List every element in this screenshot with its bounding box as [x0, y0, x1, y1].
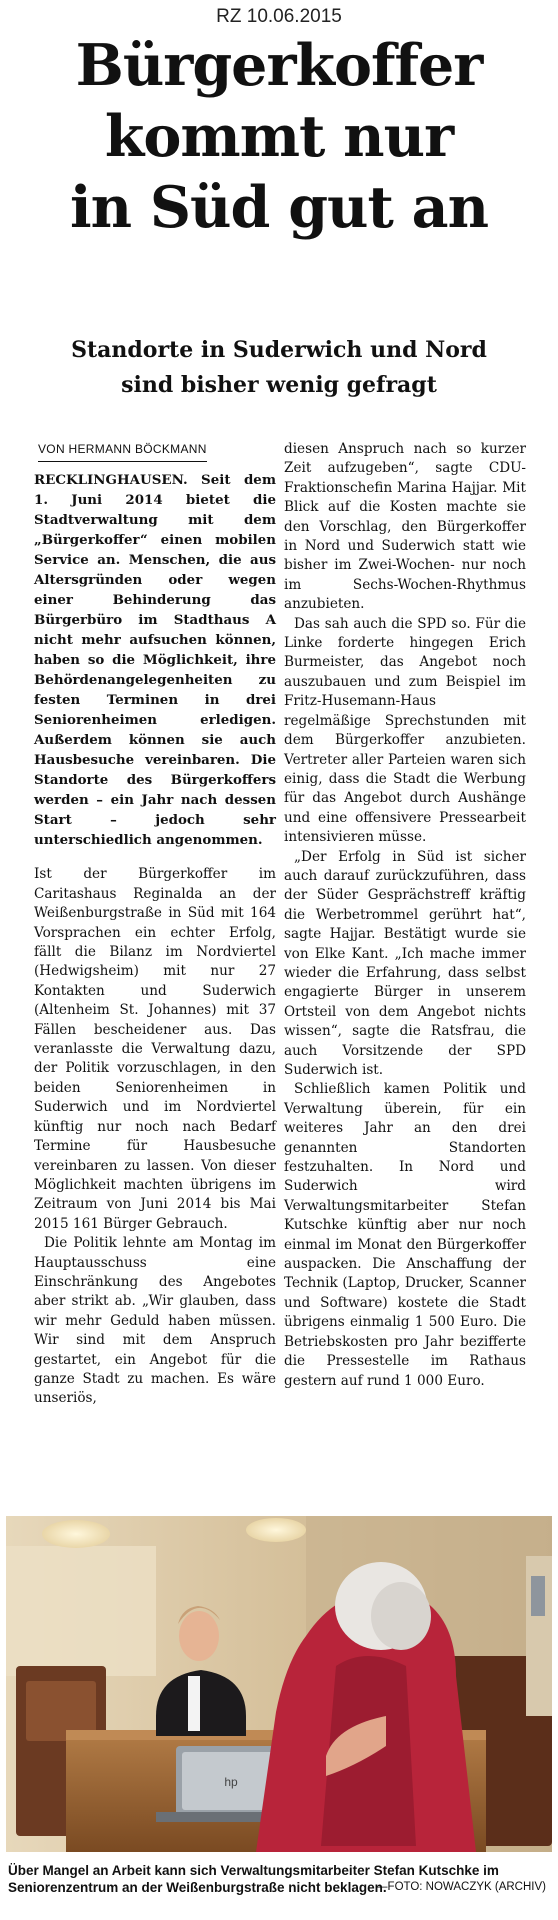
- body-paragraph: Schließlich kamen Politik und Verwaltung überein, für ein weiteres Jahr an den drei genannten Standorten festzuhalten. In Nord und Suderwich wird Verwaltungsmitarbeiter Stefan Kutschke künftig aber nur noch einmal im Monat den Bürgerkoffer auspacken. Die Anschaffung der Technik (Laptop, Drucker, Scanner und Software) kostete die Stadt übrigens einmalig 1 500 Euro. Die Betriebskosten pro Jahr bezifferte die Pressestelle im Rathaus gestern auf rund 1 000 Euro.: [284, 1081, 526, 1389]
- photo-credit: —FOTO: NOWACZYK (ARCHIV): [376, 1881, 546, 1893]
- laptop-brand-label: hp: [224, 1775, 238, 1789]
- subheadline-line-1: Standorte in Suderwich und Nord: [71, 337, 487, 363]
- byline: VON HERMANN BÖCKMANN: [38, 440, 207, 462]
- headline-line-3: in Süd gut an: [69, 174, 489, 241]
- headline: [0, 30, 558, 243]
- dateline: RZ 10.06.2015: [216, 6, 342, 27]
- photo-caption: [8, 1862, 546, 1896]
- body-paragraph: Ist der Bürgerkoffer im Caritashaus Reginalda an der Weißenburgstraße in Süd mit 164 Vorsprachen ein echter Erfolg, fällt die Bilanz im Nordviertel (Hedwigsheim) mit nur 27 Kontakten und Suderwich (Altenheim St. Johannes) mit 37 Fällen bescheidener aus. Das veranlasste die Verwaltung dazu, der Politik vorzuschlagen, in den beiden Seniorenheimen in Suderwich und im Nordviertel künftig nur noch nach Bedarf Termine für Hausbesuche vereinbaren zu lassen. Von dieser Möglichkeit machten übrigens im Zeitraum von Juni 2014 bis Mai 2015 161 Bürger Gebrauch.: [34, 866, 276, 1232]
- body-paragraph: Das sah auch die SPD so. Für die Linke forderte hingegen Erich Burmeister, das Angebot noch auszubauen und zum Beispiel im Fritz-Husemann-Haus regelmäßige Sprechstunden mit dem Bürgerkoffer anzubieten. Vertreter aller Parteien waren sich einig, dass die Stadt die Werbung für das Angebot durch Aushänge und eine offensivere Pressearbeit intensivieren müsse.: [284, 615, 526, 846]
- lead-paragraph: RECKLINGHAUSEN. Seit dem 1. Juni 2014 bietet die Stadtverwaltung mit dem „Bürgerkoffer“ einen mobilen Service an. Menschen, die aus Altersgründen oder wegen einer Behinderung das Bürgerbüro im Stadthaus A nicht mehr aufsuchen können, haben so die Möglichkeit, ihre Behördenangelegenheiten zu festen Terminen in drei Seniorenheimen erledigen. Außerdem können sie auch Hausbesuche vereinbaren. Die Standorte des Bürgerkoffers werden – ein Jahr nach dessen Start – jedoch sehr unterschiedlich angenommen.: [34, 472, 276, 849]
- body-paragraph: „Der Erfolg in Süd ist sicher auch darauf zurückzuführen, dass der Süder Gesprächstreff kräftig die Werbetrommel gerührt hat“, sagte Hajjar. Bestätigt wurde sie von Elke Kant. „Ich mache immer wieder die Erfahrung, dass selbst engagierte Bürger in unserem Ortsteil von dem Angebot nichts wissen“, sagte die Ratsfrau, die auch Vorsitzende der SPD Suderwich ist.: [284, 848, 526, 1078]
- headline-line-2: kommt nur: [104, 103, 454, 170]
- subheadline: [0, 333, 558, 403]
- article-photo: [6, 1516, 552, 1852]
- article-column-1: [34, 440, 276, 1409]
- body-paragraph: diesen Anspruch nach so kurzer Zeit aufzugeben“, sagte CDU-Fraktionschefin Marina Hajjar. Mit Blick auf die Kosten machte sie den Vorschlag, den Bürgerkoffer in Nord und Suderwich statt wie bisher im Zwei-Wochen- nur noch im Sechs-Wochen-Rhythmus anzubieten.: [284, 441, 526, 613]
- article-column-2: [284, 440, 526, 1391]
- subheadline-line-2: sind bisher wenig gefragt: [121, 372, 437, 398]
- body-paragraph: Die Politik lehnte am Montag im Hauptausschuss eine Einschränkung des Angebotes aber strikt ab. „Wir glauben, dass wir mehr Geduld haben müssen. Wir sind mit dem Anspruch gestartet, ein Angebot für die ganze Stadt zu machen. Es wäre unseriös,: [34, 1235, 276, 1407]
- headline-line-1: Bürgerkoffer: [75, 32, 483, 99]
- photo-illustration: [6, 1516, 552, 1852]
- caption-text: Über Mangel an Arbeit kann sich Verwaltungsmitarbeiter Stefan Kutschke im Seniorenzentrum an der Weißenburgstraße nicht beklagen.: [8, 1863, 499, 1895]
